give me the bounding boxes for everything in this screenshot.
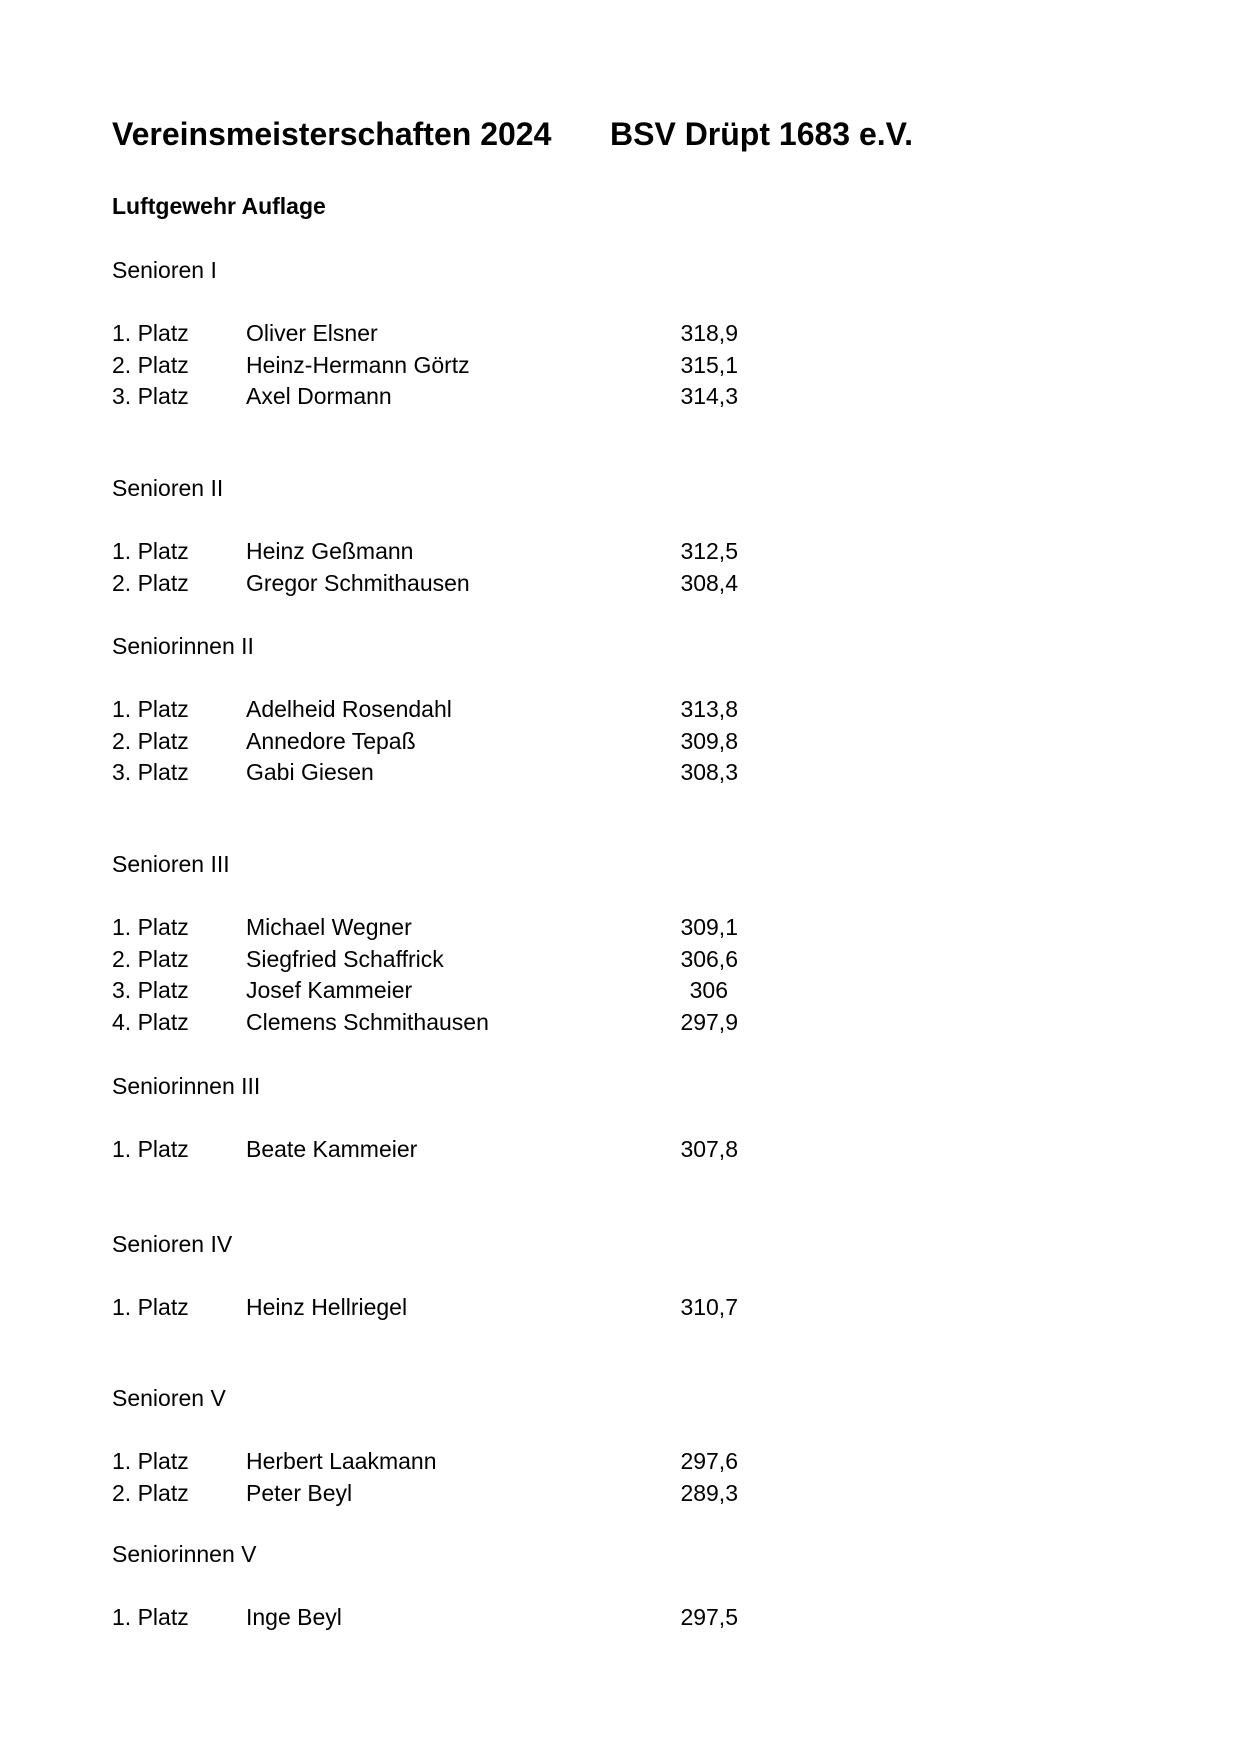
rank: 1. Platz (112, 696, 189, 722)
score: 313,8 (680, 696, 738, 722)
score: 297,9 (680, 1009, 738, 1036)
score: 308,3 (680, 759, 738, 786)
title-text: Vereinsmeisterschaften 2024 (112, 116, 552, 152)
score: 310,7 (680, 1294, 738, 1320)
rank: 1. Platz (112, 320, 189, 346)
result-row (112, 1604, 738, 1638)
shooter-name: Axel Dormann (246, 383, 392, 410)
section-title: Seniorinnen V (112, 1541, 257, 1567)
shooter-name: Herbert Laakmann (246, 1448, 437, 1474)
rank: 1. Platz (112, 1294, 189, 1320)
result-row (112, 727, 738, 762)
result-row (112, 351, 738, 386)
result-row (112, 1136, 738, 1170)
shooter-name: Inge Beyl (246, 1604, 342, 1630)
discipline-heading: Luftgewehr Auflage (112, 193, 326, 219)
rank: 2. Platz (112, 569, 189, 596)
result-row (112, 1479, 738, 1514)
result-row (112, 383, 738, 417)
section-seniorinnen-3 (112, 1073, 738, 1170)
score: 306 (689, 977, 728, 1004)
rank: 4. Platz (112, 1009, 189, 1036)
result-row (112, 696, 738, 730)
shooter-name: Clemens Schmithausen (246, 1009, 489, 1036)
shooter-name: Michael Wegner (246, 914, 412, 940)
section-title: Senioren IV (112, 1231, 233, 1257)
result-row (112, 569, 738, 604)
rank: 1. Platz (112, 538, 189, 564)
section-seniorinnen-5 (112, 1541, 738, 1638)
section-title: Senioren I (112, 257, 217, 283)
rank: 3. Platz (112, 759, 189, 786)
result-row (112, 914, 738, 948)
shooter-name: Heinz Geßmann (246, 538, 414, 564)
shooter-name: Heinz Hellriegel (246, 1294, 408, 1320)
section-title: Senioren II (112, 475, 224, 501)
result-row (112, 945, 738, 980)
result-row (112, 1009, 738, 1043)
rank: 2. Platz (112, 727, 189, 754)
score: 308,4 (680, 569, 738, 596)
shooter-name: Heinz-Hermann Görtz (246, 351, 470, 378)
section-title: Senioren III (112, 851, 230, 877)
rank: 2. Platz (112, 1479, 189, 1506)
shooter-name: Josef Kammeier (246, 977, 413, 1004)
result-row (112, 977, 728, 1011)
rank: 1. Platz (112, 1604, 189, 1630)
section-title: Seniorinnen II (112, 633, 254, 659)
section-senioren-5 (112, 1385, 738, 1513)
section-senioren-4 (112, 1231, 738, 1328)
score: 309,1 (680, 914, 738, 940)
score: 318,9 (680, 320, 738, 346)
shooter-name: Gabi Giesen (246, 759, 374, 786)
club-name: BSV Drüpt 1683 e.V. (610, 116, 913, 152)
page-title (112, 116, 913, 152)
section-senioren-3 (112, 851, 738, 1043)
section-title: Seniorinnen III (112, 1073, 261, 1099)
score: 315,1 (680, 351, 738, 378)
score: 306,6 (680, 945, 738, 972)
rank: 3. Platz (112, 383, 189, 410)
shooter-name: Peter Beyl (246, 1479, 353, 1506)
result-row (112, 759, 738, 793)
rank: 3. Platz (112, 977, 189, 1004)
rank: 1. Platz (112, 1136, 189, 1162)
result-row (112, 1294, 738, 1328)
rank: 1. Platz (112, 1448, 189, 1474)
rank: 2. Platz (112, 945, 189, 972)
shooter-name: Annedore Tepaß (246, 727, 416, 754)
score: 307,8 (680, 1136, 738, 1162)
shooter-name: Siegfried Schaffrick (246, 945, 444, 972)
score: 289,3 (680, 1479, 738, 1506)
section-senioren-2 (112, 475, 738, 603)
score: 297,5 (680, 1604, 738, 1630)
result-row (112, 320, 738, 354)
shooter-name: Gregor Schmithausen (246, 569, 470, 596)
score: 297,6 (680, 1448, 738, 1474)
rank: 1. Platz (112, 914, 189, 940)
score: 314,3 (680, 383, 738, 410)
shooter-name: Adelheid Rosendahl (246, 696, 452, 722)
result-row (112, 1448, 738, 1482)
shooter-name: Oliver Elsner (246, 320, 378, 346)
score: 309,8 (680, 727, 738, 754)
section-seniorinnen-2 (112, 633, 738, 793)
section-senioren-1 (112, 257, 738, 417)
result-row (112, 538, 738, 572)
score: 312,5 (680, 538, 738, 564)
section-title: Senioren V (112, 1385, 226, 1411)
rank: 2. Platz (112, 351, 189, 378)
shooter-name: Beate Kammeier (246, 1136, 418, 1162)
